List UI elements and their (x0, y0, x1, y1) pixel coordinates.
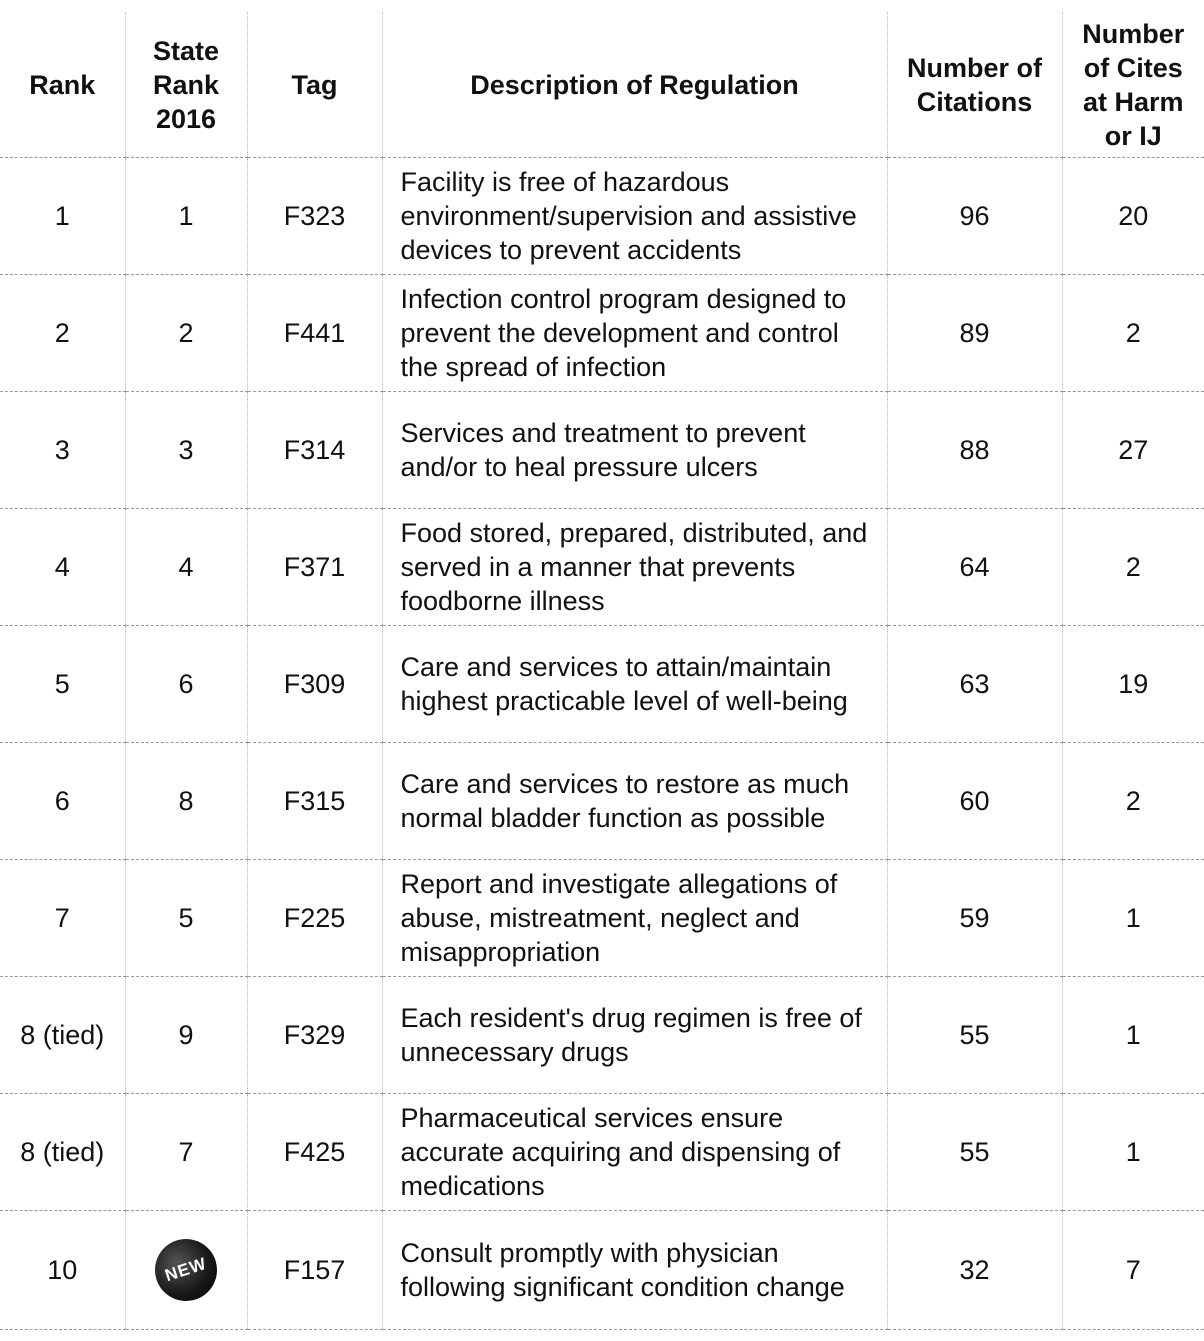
cell-tag: F371 (247, 509, 382, 626)
header-citations: Number of Citations (887, 12, 1062, 158)
cell-harm: 7 (1062, 1211, 1204, 1330)
cell-description: Report and investigate allegations of abuse, mistreatment, neglect and misappropriation (382, 860, 887, 977)
cell-rank: 8 (tied) (0, 977, 125, 1094)
cell-state-rank: 7 (125, 1094, 247, 1211)
cell-citations: 89 (887, 275, 1062, 392)
table-row (0, 275, 1204, 392)
table-row (0, 509, 1204, 626)
cell-description: Care and services to attain/maintain highest practicable level of well-being (382, 626, 887, 743)
cell-rank: 8 (tied) (0, 1094, 125, 1211)
cell-citations: 96 (887, 158, 1062, 275)
table-row (0, 392, 1204, 509)
cell-description: Infection control program designed to prevent the development and control the spread of infection (382, 275, 887, 392)
table-row (0, 860, 1204, 977)
cell-description: Care and services to restore as much normal bladder function as possible (382, 743, 887, 860)
cell-description: Each resident's drug regimen is free of unnecessary drugs (382, 977, 887, 1094)
cell-tag: F225 (247, 860, 382, 977)
cell-description: Services and treatment to prevent and/or to heal pressure ulcers (382, 392, 887, 509)
cell-description: Food stored, prepared, distributed, and served in a manner that prevents foodborne illness (382, 509, 887, 626)
cell-tag: F157 (247, 1211, 382, 1330)
cell-rank: 5 (0, 626, 125, 743)
cell-description: Consult promptly with physician following significant condition change (382, 1211, 887, 1330)
cell-harm: 1 (1062, 860, 1204, 977)
cell-state-rank: 3 (125, 392, 247, 509)
cell-harm: 20 (1062, 158, 1204, 275)
cell-rank: 10 (0, 1211, 125, 1330)
cell-harm: 19 (1062, 626, 1204, 743)
cell-rank: 7 (0, 860, 125, 977)
cell-harm: 27 (1062, 392, 1204, 509)
cell-tag: F425 (247, 1094, 382, 1211)
cell-rank: 6 (0, 743, 125, 860)
cell-tag: F323 (247, 158, 382, 275)
citations-table (0, 12, 1204, 1330)
table-row (0, 1211, 1204, 1330)
cell-harm: 2 (1062, 275, 1204, 392)
cell-state-rank: 6 (125, 626, 247, 743)
cell-citations: 60 (887, 743, 1062, 860)
table-row (0, 158, 1204, 275)
cell-rank: 4 (0, 509, 125, 626)
cell-state-rank: 2 (125, 275, 247, 392)
header-rank: Rank (0, 12, 125, 158)
cell-state-rank: 4 (125, 509, 247, 626)
cell-tag: F314 (247, 392, 382, 509)
header-state-rank: State Rank 2016 (125, 12, 247, 158)
cell-citations: 59 (887, 860, 1062, 977)
cell-citations: 55 (887, 977, 1062, 1094)
cell-harm: 2 (1062, 743, 1204, 860)
header-tag: Tag (247, 12, 382, 158)
cell-tag: F309 (247, 626, 382, 743)
header-harm: Number of Cites at Harm or IJ (1062, 12, 1204, 158)
cell-state-rank (125, 1211, 247, 1330)
cell-description: Pharmaceutical services ensure accurate acquiring and dispensing of medications (382, 1094, 887, 1211)
cell-rank: 1 (0, 158, 125, 275)
cell-tag: F329 (247, 977, 382, 1094)
cell-tag: F441 (247, 275, 382, 392)
cell-rank: 3 (0, 392, 125, 509)
table-row (0, 743, 1204, 860)
cell-citations: 32 (887, 1211, 1062, 1330)
new-badge-icon: NEW (147, 1231, 225, 1309)
cell-state-rank: 8 (125, 743, 247, 860)
table-row (0, 1094, 1204, 1211)
cell-citations: 63 (887, 626, 1062, 743)
cell-description: Facility is free of hazardous environment/supervision and assistive devices to prevent accidents (382, 158, 887, 275)
cell-harm: 1 (1062, 977, 1204, 1094)
header-description: Description of Regulation (382, 12, 887, 158)
cell-state-rank: 5 (125, 860, 247, 977)
cell-harm: 1 (1062, 1094, 1204, 1211)
cell-state-rank: 9 (125, 977, 247, 1094)
cell-citations: 64 (887, 509, 1062, 626)
cell-citations: 88 (887, 392, 1062, 509)
cell-rank: 2 (0, 275, 125, 392)
cell-harm: 2 (1062, 509, 1204, 626)
table-row (0, 977, 1204, 1094)
cell-citations: 55 (887, 1094, 1062, 1211)
table-row (0, 626, 1204, 743)
cell-tag: F315 (247, 743, 382, 860)
cell-state-rank: 1 (125, 158, 247, 275)
header-row (0, 12, 1204, 158)
